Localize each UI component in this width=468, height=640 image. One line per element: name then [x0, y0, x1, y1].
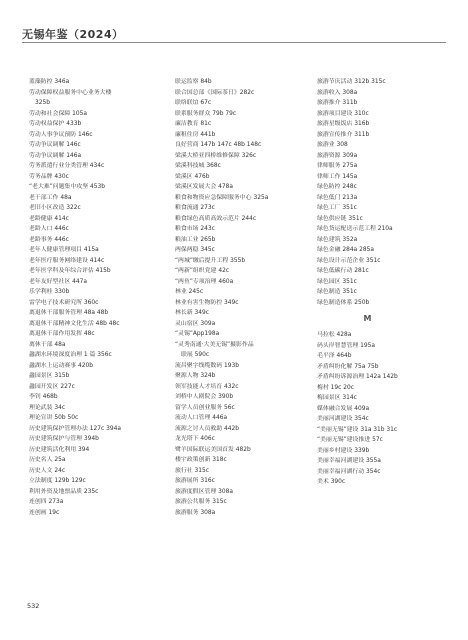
index-entry: 劳务品牌 430c: [29, 173, 69, 180]
index-entry: “美丽无锡”建设推进 57c: [317, 437, 383, 443]
index-entry: 蓝藻防控 346a: [29, 79, 70, 85]
index-entry: 连创画 19c: [29, 509, 60, 516]
index-entry: 旅游公共服务 315c: [175, 499, 227, 505]
index-entry: 连创四 273a: [29, 499, 64, 505]
index-entry: “灵锡”App198a: [175, 331, 220, 337]
index-entry: 联展 590c: [181, 352, 210, 358]
index-entry: 离休干部 48a: [29, 341, 66, 348]
index-entry: 劳动保障权益服务中心业务大楼: [29, 89, 112, 96]
index-entry: 媒体融合发展 409a: [317, 405, 370, 412]
index-entry: 老年人健康管理项目 415a: [29, 247, 99, 253]
index-entry: 联络联谊 67c: [175, 100, 212, 106]
index-entry: 绿色设计示范企业 351c: [317, 257, 381, 264]
index-entry: 绿色低碳行动 281c: [317, 268, 369, 274]
index-entry: 老年医学科及年综合评估 415b: [29, 268, 111, 274]
index-entry: 绿色金融 284a 285a: [317, 247, 375, 253]
index-entry: 绿色货运配送示范工程 210a: [317, 226, 393, 232]
index-entry: “两城”缴后提升工程 355b: [175, 257, 246, 264]
index-entry: 离退休干部服务管理 48a 48b: [29, 310, 109, 316]
index-entry: 325b: [35, 100, 50, 106]
index-entry: 乐学利桂 330b: [29, 289, 70, 295]
index-entry: “老大难”问题集中攻坚 453b: [29, 184, 105, 190]
index-entry: 劳动权益保护 433b: [29, 121, 82, 127]
index-entry: 楼宇政策创新 318c: [175, 457, 227, 463]
index-entry: 蠡湖水上运动赛事 420b: [29, 362, 93, 369]
index-entry: 梁溪区发展大会 478a: [175, 184, 233, 190]
index-entry: 码头岸智慧管理 195a: [317, 342, 375, 349]
index-entry: 老龄人口 446c: [29, 226, 69, 232]
index-entry: 粮食和物资应急保障服务中心 325a: [175, 194, 269, 201]
index-column-3: [317, 77, 443, 488]
index-entry: 蠡园景区 315b: [29, 373, 70, 379]
index-entry: 老龄事务 446c: [29, 236, 69, 243]
index-entry: 绿色供应链 351c: [317, 215, 363, 222]
header-rule: [22, 42, 446, 43]
index-entry: 联系服务群众 79b 79c: [175, 110, 237, 117]
index-entry: 马拉松 428a: [317, 332, 352, 338]
index-entry: 旅游服务 308a: [175, 509, 216, 516]
index-entry: 两保两稳 345c: [175, 247, 215, 253]
index-entry: 旅游资源 309a: [317, 152, 358, 159]
index-entry: 林业 245c: [175, 289, 204, 295]
index-entry: 美丽乡村建设 339b: [317, 447, 370, 454]
index-entry: 绿色建筑 352a: [317, 236, 358, 243]
index-entry: 矛盾纠纷诉源治理 142a 142b: [317, 374, 398, 380]
index-entry: 灵山宿区 309a: [175, 320, 216, 327]
index-entry: 老龄健康 414c: [29, 215, 69, 222]
index-entry: 梁溪区 476b: [175, 173, 210, 180]
index-entry: 旅游宣传推介 311b: [317, 131, 370, 138]
index-entry: 离退休干部精神文化生活 48b 48c: [29, 320, 120, 327]
index-entry: 绿色工厂 351c: [317, 205, 357, 211]
index-entry: 廉洁教育 81c: [175, 121, 212, 127]
index-entry: 梁溪大桥亚四桥维修保障 326c: [175, 152, 257, 159]
index-entry: 旅游业 308: [317, 142, 348, 148]
index-entry: “灵秀南通·大美无锡”摄影作品: [175, 341, 254, 348]
index-entry: 李钊 468b: [29, 394, 58, 400]
index-entry: 梅园景区 314c: [317, 395, 357, 401]
index-entry: 粮食市场 243c: [175, 226, 215, 232]
index-entry: 良好营商 147b 147c 48b 148c: [175, 142, 262, 148]
index-entry: 留学人员创业服务 56c: [175, 404, 235, 411]
index-entry: 旅游项目建设 310c: [317, 110, 369, 117]
index-entry: 林长新 349c: [175, 310, 210, 316]
index-entry: 绿色制造 351c: [317, 289, 357, 295]
index-entry: 劳动争议调解 146a: [29, 152, 82, 159]
index-entry: 绿色低门 213a: [317, 194, 358, 201]
index-entry: 利用外资及地票品质 235c: [29, 488, 99, 495]
index-entry: 流昌聚字线缆数码 193b: [175, 362, 239, 369]
index-entry: 历史建筑活化利用 394: [29, 446, 90, 453]
index-entry: 理论武装 34c: [29, 404, 66, 411]
index-entry: 旅游收入 308a: [317, 89, 358, 96]
index-entry: 领军技能人才培育 432c: [175, 383, 239, 390]
index-entry: 旅游星级饭店 316b: [317, 121, 370, 127]
index-entry: 流源之讨人员救助 442b: [175, 425, 239, 432]
index-entry: 旅游展所 316c: [175, 478, 215, 484]
index-entry: 历史建筑保护管理办法 127c 394a: [29, 425, 121, 432]
index-entry: 绿色防控 248c: [317, 184, 357, 190]
index-entry: 劳务派遣行业分类管理 434c: [29, 163, 105, 169]
index-entry: 旅游推介 311b: [317, 100, 358, 106]
index-entry: 老年医疗服务网络建设 414c: [29, 257, 105, 264]
index-entry: 劳动人事争议预防 146c: [29, 131, 93, 138]
index-entry: 历史人文 24c: [29, 467, 66, 474]
index-entry: 梁溪科技城 368c: [175, 163, 221, 169]
index-entry: 美丽河湖建设 354c: [317, 416, 369, 422]
index-entry: 老年友好型社区 447a: [29, 278, 87, 285]
index-entry: 律师服务 275a: [317, 163, 358, 169]
index-entry: 劳动争议调解 146c: [29, 142, 81, 148]
index-entry: 绿色园区 351c: [317, 278, 357, 285]
index-entry: 雷学电子技术研究所 360c: [29, 299, 99, 306]
index-entry: 劳动和社会保障 105a: [29, 110, 87, 117]
index-entry: 旅游度假区管理 308a: [175, 488, 233, 495]
index-entry: 林业有害生物防控 349c: [175, 299, 239, 306]
index-entry: 蠡园开发区 227c: [29, 383, 75, 390]
index-entry: 老干部工作 48a: [29, 194, 72, 201]
index-entry: “两新”组织党建 42c: [175, 268, 230, 274]
index-entry: 聚源人物 324b: [175, 373, 216, 379]
index-entry: 美丽幸福河湖建设 355a: [317, 458, 381, 464]
index-entry: “两鱼”专项治理 460a: [175, 278, 234, 285]
index-section-letter: M: [363, 314, 372, 323]
index-entry: 毛平泽 464b: [317, 353, 352, 359]
index-entry: 联合国总部《国际茶日》282c: [175, 89, 255, 96]
index-entry: “美丽无锡”建设 31a 31b 31c: [317, 426, 398, 433]
index-entry: 刘桥中人剧院会 390b: [175, 394, 234, 400]
index-entry: 立法制度 129b 129c: [29, 478, 86, 484]
index-entry: 廉租住房 441b: [175, 131, 216, 138]
index-entry: 旅行社 315c: [175, 467, 210, 474]
index-entry: 历史建筑保护与管理 394b: [29, 436, 99, 442]
index-entry: 老旧小区改造 322c: [29, 205, 81, 211]
index-entry: 流动人口管理 446a: [175, 415, 228, 421]
index-entry: 粮油工业 265b: [175, 236, 216, 243]
index-entry: 粮食绿色高质高效示范片 244c: [175, 215, 257, 222]
page-header-title: 无锡年鉴（2024）: [22, 28, 124, 41]
index-entry: 离退休干部作用发挥 48c: [29, 331, 95, 337]
index-entry: 美术 390c: [317, 479, 346, 485]
index-entry: 矛盾纠纷化解 75a 75b: [317, 363, 379, 370]
index-entry: 粮食流通 273c: [175, 205, 215, 211]
index-entry: 历史名人 25a: [29, 457, 66, 463]
index-column-1: [29, 77, 155, 518]
index-entry: 理论宣讲 50b 50c: [29, 415, 79, 421]
index-entry: 美丽幸福河湖行动 354c: [317, 468, 381, 475]
page-number: 532: [27, 602, 40, 610]
index-entry: 蠡湖水环境深度治理 1 篇 356c: [29, 352, 112, 358]
index-entry: 梅村 19c 20c: [317, 384, 354, 391]
index-entry: 律师工作 145a: [317, 173, 358, 180]
index-entry: 龙光塔下 406c: [175, 436, 215, 442]
index-entry: 联运监察 84b: [175, 79, 212, 85]
index-entry: 绿色制造体系 250b: [317, 299, 370, 306]
index-entry: 鹭羊国际联运美国首发 482b: [175, 446, 251, 453]
index-entry: 旅游节庆活动 312b 315c: [317, 79, 386, 85]
index-column-2: [175, 77, 301, 518]
